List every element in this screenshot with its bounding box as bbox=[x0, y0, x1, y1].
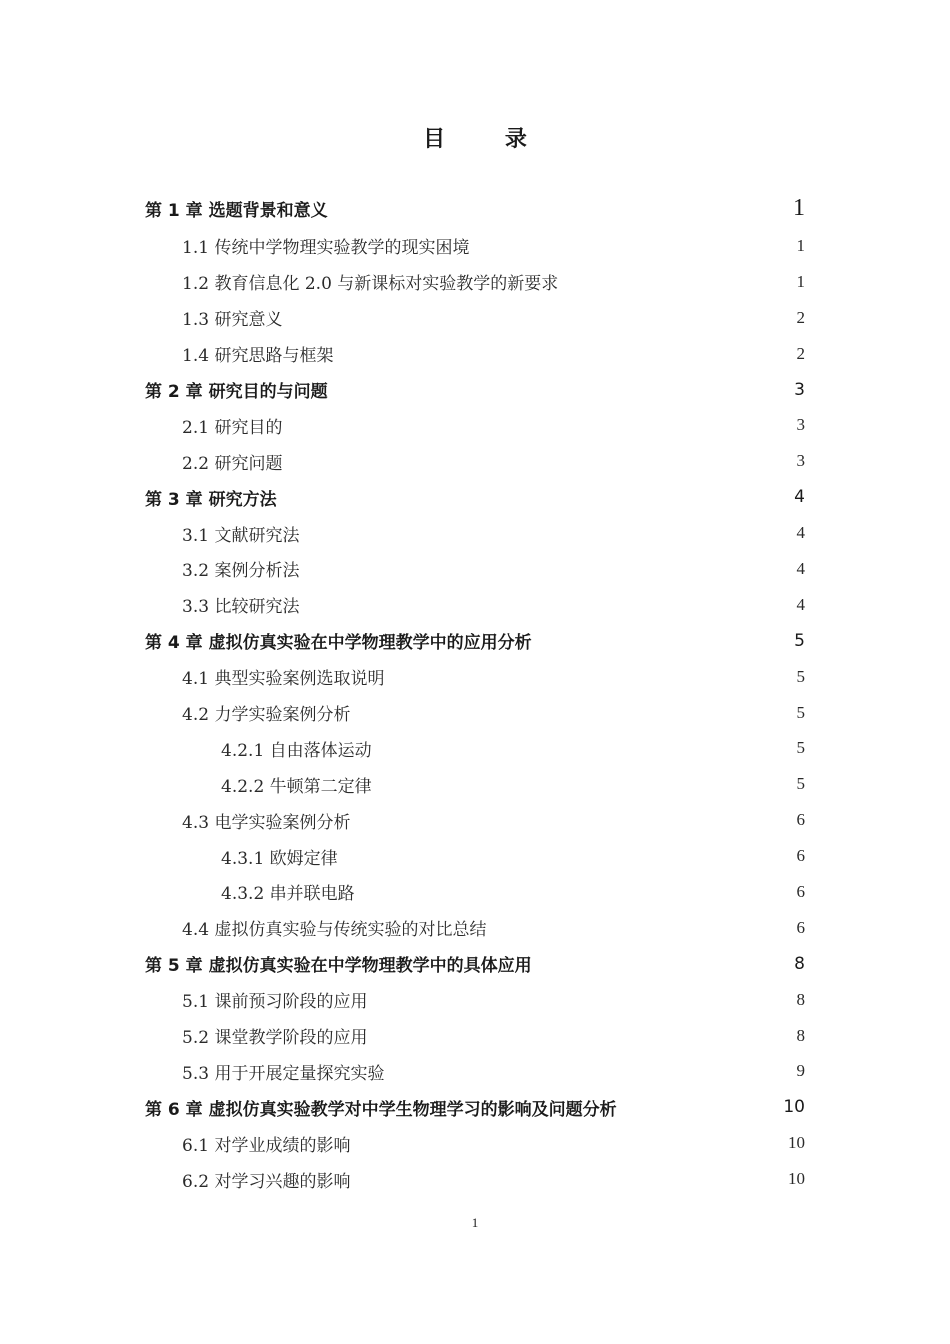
toc-chapter-entry[interactable] bbox=[145, 372, 807, 408]
toc-entry-page-number: 8 bbox=[794, 953, 805, 974]
toc-entry-page-number: 6 bbox=[796, 917, 805, 937]
toc-entry-page-number: 2 bbox=[796, 343, 805, 363]
toc-entry-label: 第 6 章 虚拟仿真实验教学对中学生物理学习的影响及问题分析 bbox=[145, 1099, 617, 1120]
toc-entry-page-number: 4 bbox=[796, 558, 805, 578]
toc-entry-label: 1.4 研究思路与框架 bbox=[182, 346, 334, 367]
toc-entry-label: 2.1 研究目的 bbox=[182, 417, 283, 438]
toc-chapter-entry[interactable] bbox=[145, 1089, 807, 1125]
toc-chapter-entry[interactable] bbox=[145, 946, 807, 982]
toc-entry-label: 6.2 对学习兴趣的影响 bbox=[182, 1171, 351, 1192]
toc-entry-label: 4.2 力学实验案例分析 bbox=[182, 705, 351, 726]
toc-entry-label: 3.1 文献研究法 bbox=[182, 525, 300, 546]
toc-entry-label: 4.3.2 串并联电路 bbox=[221, 884, 355, 905]
toc-entry-label: 1.3 研究意义 bbox=[182, 310, 283, 331]
toc-entry-label: 第 3 章 研究方法 bbox=[145, 489, 277, 510]
toc-subsection-entry[interactable] bbox=[145, 838, 807, 874]
toc-chapter-entry[interactable] bbox=[145, 188, 807, 228]
page-number-footer: 1 bbox=[471, 1215, 479, 1230]
toc-entry-label: 1.1 传统中学物理实验教学的现实困境 bbox=[182, 238, 470, 259]
toc-chapter-entry[interactable] bbox=[145, 623, 807, 659]
toc-entry-label: 5.1 课前预习阶段的应用 bbox=[182, 992, 368, 1013]
toc-title: 目 录 bbox=[423, 127, 553, 152]
table-of-contents bbox=[145, 188, 807, 1197]
toc-entry-label: 2.2 研究问题 bbox=[182, 453, 283, 474]
toc-entry-page-number: 4 bbox=[796, 523, 805, 543]
toc-section-entry[interactable] bbox=[145, 1125, 807, 1161]
toc-entry-label: 6.1 对学业成绩的影响 bbox=[182, 1135, 351, 1156]
toc-entry-page-number: 5 bbox=[796, 774, 805, 794]
toc-entry-page-number: 3 bbox=[794, 379, 805, 400]
toc-entry-page-number: 9 bbox=[796, 1061, 805, 1081]
toc-entry-label: 4.1 典型实验案例选取说明 bbox=[182, 669, 385, 690]
toc-entry-label: 4.3.1 欧姆定律 bbox=[221, 848, 338, 869]
toc-section-entry[interactable] bbox=[145, 551, 807, 587]
toc-entry-label: 3.3 比较研究法 bbox=[182, 597, 300, 618]
toc-section-entry[interactable] bbox=[145, 300, 807, 336]
toc-subsection-entry[interactable] bbox=[145, 730, 807, 766]
toc-entry-page-number: 10 bbox=[788, 1169, 805, 1189]
toc-entry-label: 4.2.1 自由落体运动 bbox=[221, 740, 372, 761]
toc-entry-label: 第 1 章 选题背景和意义 bbox=[145, 200, 328, 221]
toc-section-entry[interactable] bbox=[145, 695, 807, 731]
toc-section-entry[interactable] bbox=[145, 336, 807, 372]
toc-section-entry[interactable] bbox=[145, 910, 807, 946]
toc-entry-page-number: 8 bbox=[796, 989, 805, 1009]
toc-section-entry[interactable] bbox=[145, 264, 807, 300]
toc-entry-page-number: 5 bbox=[794, 630, 805, 651]
toc-entry-label: 5.3 用于开展定量探究实验 bbox=[182, 1063, 385, 1084]
toc-entry-page-number: 10 bbox=[783, 1097, 805, 1118]
toc-entry-page-number: 4 bbox=[794, 487, 805, 508]
toc-entry-page-number: 5 bbox=[796, 666, 805, 686]
toc-section-entry[interactable] bbox=[145, 982, 807, 1018]
toc-section-entry[interactable] bbox=[145, 1053, 807, 1089]
toc-entry-label: 1.2 教育信息化 2.0 与新课标对实验教学的新要求 bbox=[182, 274, 559, 295]
toc-entry-page-number: 3 bbox=[796, 451, 805, 471]
toc-entry-page-number: 1 bbox=[793, 194, 805, 221]
toc-section-entry[interactable] bbox=[145, 515, 807, 551]
toc-entry-label: 4.4 虚拟仿真实验与传统实验的对比总结 bbox=[182, 920, 487, 941]
toc-entry-page-number: 1 bbox=[796, 235, 805, 255]
toc-section-entry[interactable] bbox=[145, 228, 807, 264]
toc-entry-label: 3.2 案例分析法 bbox=[182, 561, 300, 582]
toc-entry-label: 第 2 章 研究目的与问题 bbox=[145, 382, 328, 402]
toc-entry-label: 第 5 章 虚拟仿真实验在中学物理教学中的具体应用 bbox=[145, 956, 532, 977]
toc-section-entry[interactable] bbox=[145, 587, 807, 623]
toc-entry-page-number: 8 bbox=[796, 1025, 805, 1045]
toc-section-entry[interactable] bbox=[145, 407, 807, 443]
toc-entry-page-number: 6 bbox=[796, 846, 805, 866]
toc-section-entry[interactable] bbox=[145, 1018, 807, 1054]
toc-entry-page-number: 5 bbox=[796, 702, 805, 722]
toc-entry-page-number: 4 bbox=[796, 594, 805, 614]
toc-section-entry[interactable] bbox=[145, 443, 807, 479]
toc-section-entry[interactable] bbox=[145, 659, 807, 695]
toc-entry-label: 4.3 电学实验案例分析 bbox=[182, 812, 351, 833]
toc-entry-label: 5.2 课堂教学阶段的应用 bbox=[182, 1028, 368, 1049]
toc-chapter-entry[interactable] bbox=[145, 479, 807, 515]
toc-section-entry[interactable] bbox=[145, 802, 807, 838]
toc-entry-page-number: 5 bbox=[796, 738, 805, 758]
toc-entry-page-number: 10 bbox=[788, 1133, 805, 1153]
toc-entry-page-number: 3 bbox=[796, 415, 805, 435]
toc-subsection-entry[interactable] bbox=[145, 874, 807, 910]
toc-entry-label: 第 4 章 虚拟仿真实验在中学物理教学中的应用分析 bbox=[145, 633, 532, 654]
toc-entry-page-number: 1 bbox=[796, 271, 805, 291]
toc-subsection-entry[interactable] bbox=[145, 766, 807, 802]
toc-entry-page-number: 6 bbox=[796, 881, 805, 901]
toc-entry-label: 4.2.2 牛顿第二定律 bbox=[221, 776, 372, 797]
toc-entry-page-number: 6 bbox=[796, 810, 805, 830]
toc-entry-page-number: 2 bbox=[796, 307, 805, 327]
toc-section-entry[interactable] bbox=[145, 1161, 807, 1197]
